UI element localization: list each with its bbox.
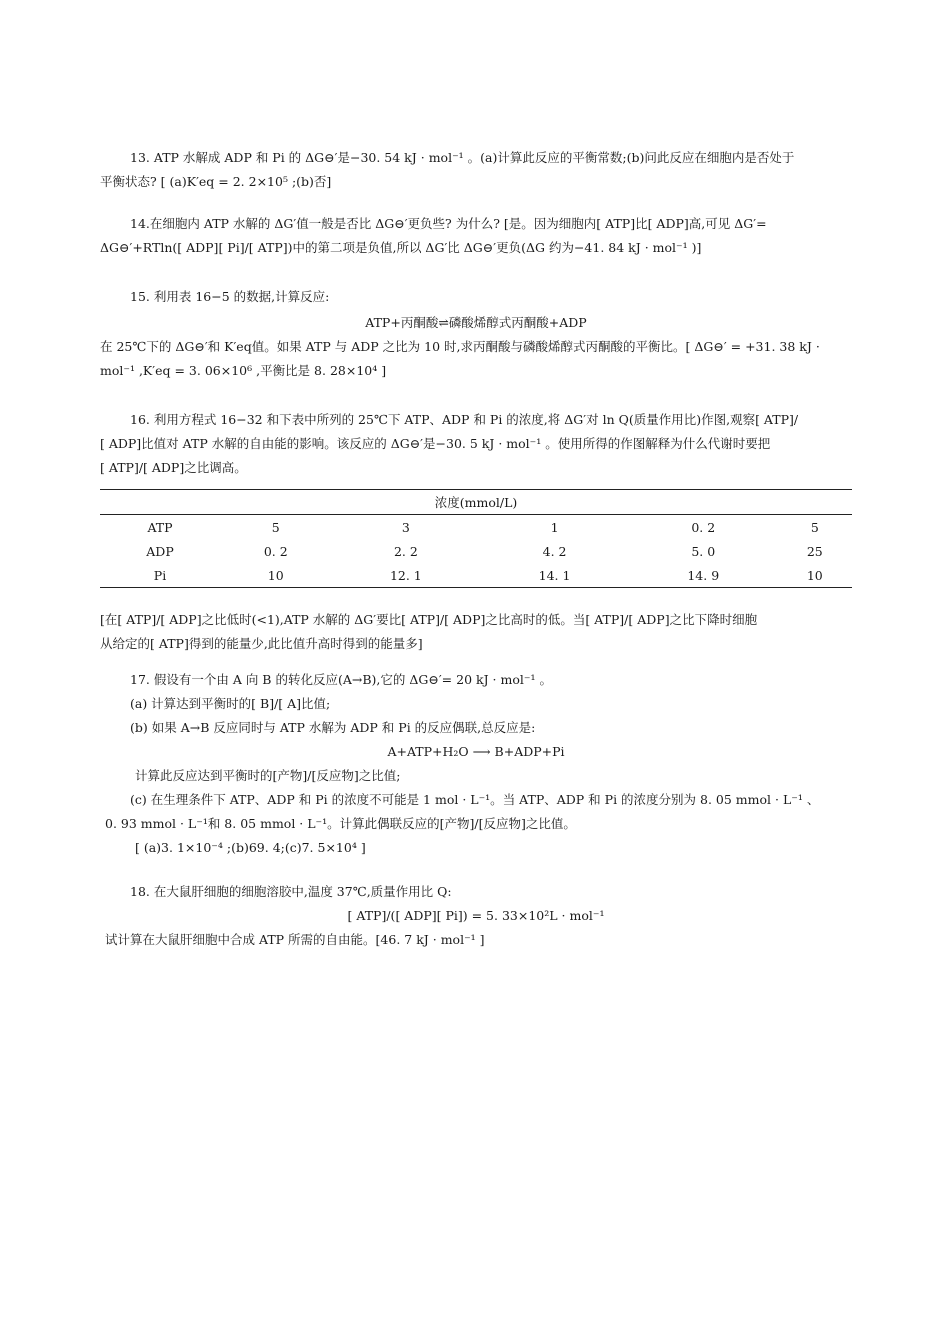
problem-14-line-1: 14.在细胞内 ATP 水解的 ΔG′值一般是否比 ΔG⊖′更负些? 为什么? [是。因为细胞内[ ATP]比[ ADP]高,可见 ΔG′=	[130, 216, 767, 231]
problem-17	[100, 668, 852, 860]
table-cell: 25	[806, 543, 823, 559]
problem-18-line-1: 18. 在大鼠肝细胞的细胞溶胶中,温度 37℃,质量作用比 Q:	[130, 884, 452, 899]
table-header-concentration: 浓度(mmol/L)	[100, 490, 852, 515]
row-label: Pi	[100, 563, 220, 588]
table-cell: 0. 2	[629, 515, 778, 540]
problem-17-part-b-2: 计算此反应达到平衡时的[产物]/[反应物]之比值;	[135, 768, 401, 783]
table-row-pi	[100, 563, 852, 588]
problem-15	[100, 285, 852, 383]
problem-15-line-3: mol⁻¹ ,K′eq = 3. 06×10⁶ ,平衡比是 8. 28×10⁴ ]	[100, 363, 387, 378]
problem-18	[100, 880, 852, 952]
problem-16-answer	[100, 608, 852, 656]
table-cell: 14. 1	[480, 563, 629, 588]
problem-18-equation: [ ATP]/([ ADP][ Pi]) = 5. 33×10²L · mol⁻¹	[347, 908, 605, 923]
table-row-atp	[100, 515, 852, 540]
problem-17-part-c-2: 0. 93 mmol · L⁻¹和 8. 05 mmol · L⁻¹。计算此偶联反应的[产物]/[反应物]之比值。	[105, 816, 576, 831]
table-cell: 10	[778, 563, 852, 588]
table-cell: 5	[220, 515, 332, 540]
problem-16-line-1: 16. 利用方程式 16−32 和下表中所列的 25℃下 ATP、ADP 和 Pi 的浓度,将 ΔG′对 ln Q(质量作用比)作图,观察[ ATP]/	[130, 412, 799, 427]
table-cell: 5. 0	[691, 543, 716, 559]
problem-17-line-1: 17. 假设有一个由 A 向 B 的转化反应(A→B),它的 ΔG⊖′= 20 kJ · mol⁻¹ 。	[130, 672, 552, 687]
table-cell: 0. 2	[263, 543, 288, 559]
table-cell: 5	[778, 515, 852, 540]
table-cell: 14. 9	[629, 563, 778, 588]
problem-17-answer: [ (a)3. 1×10⁻⁴ ;(b)69. 4;(c)7. 5×10⁴ ]	[135, 840, 366, 855]
problem-14-line-2: ΔG⊖′+RTln([ ADP][ Pi]/[ ATP])中的第二项是负值,所以 ΔG′比 ΔG⊖′更负(ΔG 约为−41. 84 kJ · mol⁻¹ )]	[100, 240, 702, 255]
row-label: ADP	[146, 543, 174, 559]
table-row-adp	[100, 539, 852, 563]
table-cell: 12. 1	[332, 563, 481, 588]
table-cell: 1	[480, 515, 629, 540]
problem-13-line-2: 平衡状态? [ (a)K′eq = 2. 2×10⁵ ;(b)否]	[100, 174, 332, 189]
problem-15-equation: ATP+丙酮酸⇌磷酸烯醇式丙酮酸+ADP	[365, 315, 587, 330]
problem-17-part-b: (b) 如果 A→B 反应同时与 ATP 水解为 ADP 和 Pi 的反应偶联,总反应是:	[130, 720, 536, 735]
problem-17-part-c-1: (c) 在生理条件下 ATP、ADP 和 Pi 的浓度不可能是 1 mol · L⁻¹。当 ATP、ADP 和 Pi 的浓度分别为 8. 05 mmol · L⁻¹ 、	[130, 792, 820, 807]
table-cell: 3	[332, 515, 481, 540]
problem-16-answer-line-2: 从给定的[ ATP]得到的能量少,此比值升高时得到的能量多]	[100, 636, 423, 651]
problem-17-equation: A+ATP+H₂O ⟶ B+ADP+Pi	[387, 744, 565, 759]
row-label: ATP	[100, 515, 220, 540]
table-cell: 4. 2	[542, 543, 567, 559]
concentration-table	[100, 489, 852, 588]
table-cell: 2. 2	[393, 543, 418, 559]
problem-18-line-2: 试计算在大鼠肝细胞中合成 ATP 所需的自由能。[46. 7 kJ · mol⁻¹ ]	[105, 932, 485, 947]
problem-13-line-1: 13. ATP 水解成 ADP 和 Pi 的 ΔG⊖′是−30. 54 kJ · mol⁻¹ 。(a)计算此反应的平衡常数;(b)问此反应在细胞内是否处于	[130, 150, 795, 165]
table-cell: 10	[220, 563, 332, 588]
problem-17-part-a: (a) 计算达到平衡时的[ B]/[ A]比值;	[130, 696, 331, 711]
problem-15-line-2: 在 25℃下的 ΔG⊖′和 K′eq值。如果 ATP 与 ADP 之比为 10 时,求丙酮酸与磷酸烯醇式丙酮酸的平衡比。[ ΔG⊖′ = +31. 38 kJ ·	[100, 339, 820, 354]
problem-16-line-2: [ ADP]比值对 ATP 水解的自由能的影响。该反应的 ΔG⊖′是−30. 5 kJ · mol⁻¹ 。使用所得的作图解释为什么代谢时要把	[100, 436, 771, 451]
problem-16	[100, 408, 852, 480]
problem-16-line-3: [ ATP]/[ ADP]之比调高。	[100, 460, 247, 475]
problem-15-line-1: 15. 利用表 16−5 的数据,计算反应:	[130, 289, 330, 304]
problem-14	[100, 212, 852, 260]
problem-13	[100, 146, 852, 194]
problem-16-answer-line-1: [在[ ATP]/[ ADP]之比低时(<1),ATP 水解的 ΔG′要比[ ATP]/[ ADP]之比高时的低。当[ ATP]/[ ADP]之比下降时细胞	[100, 612, 758, 627]
